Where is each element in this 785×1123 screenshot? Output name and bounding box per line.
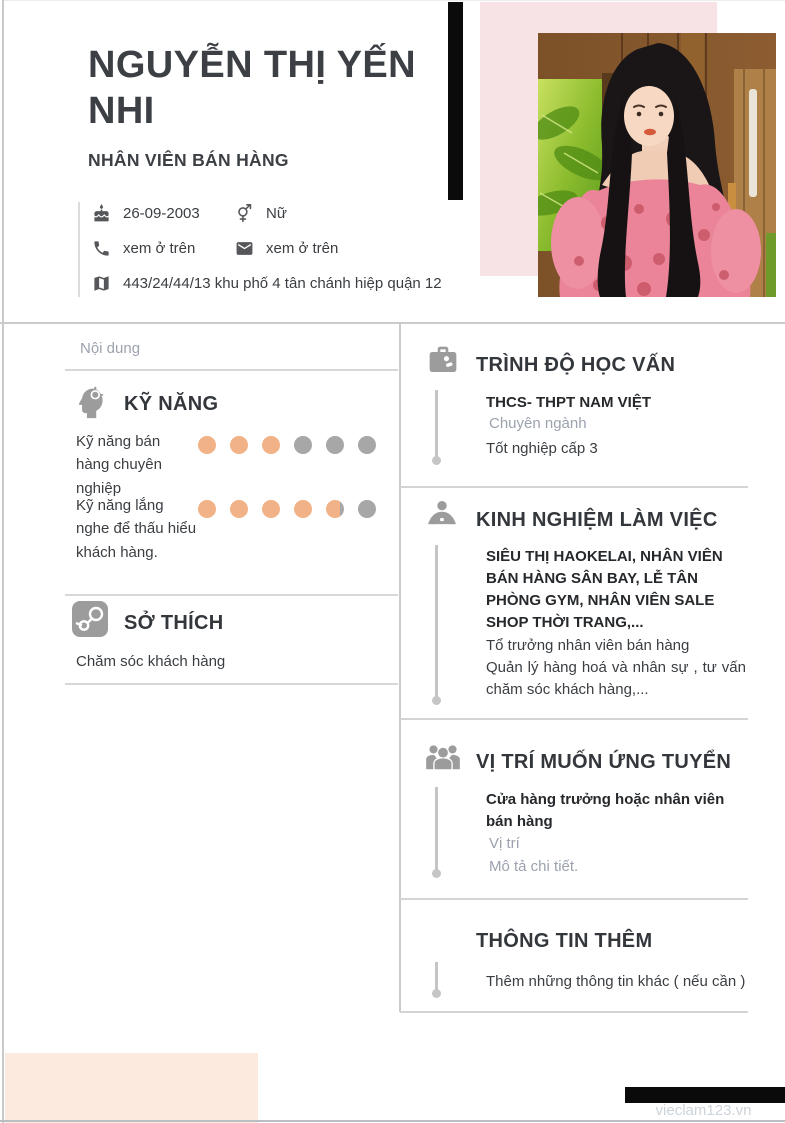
birthday-cake-icon <box>92 204 111 223</box>
experience-role[interactable]: Tổ trưởng nhân viên bán hàng <box>486 637 690 654</box>
page-edge-top <box>4 0 785 1</box>
head-idea-icon <box>72 382 110 420</box>
candidate-job-title[interactable]: NHÂN VIÊN BÁN HÀNG <box>88 150 289 170</box>
hobby-content[interactable]: Chăm sóc khách hàng <box>76 653 226 670</box>
rating-dot[interactable] <box>358 436 376 454</box>
candidate-name[interactable]: NGUYỄN THỊ YẾN NHI <box>88 44 416 133</box>
position-description-placeholder[interactable]: Mô tả chi tiết. <box>489 858 579 875</box>
profile-photo[interactable] <box>538 33 776 297</box>
bottom-peach-block <box>5 1053 258 1123</box>
header-accent-bar <box>448 2 463 200</box>
additional-content[interactable]: Thêm những thông tin khác ( nếu cần ) <box>486 973 746 990</box>
timeline-line <box>435 390 438 458</box>
skill-label[interactable]: Kỹ năng bán hàng chuyên nghiệp <box>76 433 162 497</box>
rating-dot[interactable] <box>262 436 280 454</box>
mail-icon <box>235 239 254 258</box>
page-edge-left <box>2 0 4 1123</box>
column-divider-vertical <box>399 324 401 1012</box>
divider <box>400 1011 748 1013</box>
person-desk-icon <box>424 498 460 531</box>
birthday-value: 26-09-2003 <box>123 205 200 222</box>
divider <box>400 486 748 488</box>
divider <box>400 898 748 900</box>
timeline-line <box>435 545 438 698</box>
rating-dot[interactable] <box>326 500 344 518</box>
education-result[interactable]: Tốt nghiệp cấp 3 <box>486 440 598 457</box>
position-desired[interactable]: Cửa hàng trưởng hoặc nhân viên bán hàng <box>486 791 725 831</box>
gender-value: Nữ <box>266 205 287 222</box>
page-edge-bottom <box>0 1120 785 1122</box>
contact-block <box>78 202 450 297</box>
rating-dot[interactable] <box>326 436 344 454</box>
phone-value: xem ở trên <box>123 240 196 257</box>
email-value: xem ở trên <box>266 240 339 257</box>
rating-dot[interactable] <box>230 500 248 518</box>
experience-description[interactable]: Quản lý hàng hoá và nhân sự , tư vấn chăm sóc khách hàng,... <box>486 659 746 699</box>
skill-rating-dots[interactable] <box>198 436 376 454</box>
rating-dot[interactable] <box>230 436 248 454</box>
divider <box>65 594 398 596</box>
rating-dot[interactable] <box>198 500 216 518</box>
skills-section-title: KỸ NĂNG <box>124 393 219 415</box>
experience-company[interactable]: SIÊU THỊ HAOKELAI, NHÂN VIÊN BÁN HÀNG SÂN BAY, LỄ TÂN PHÒNG GYM, NHÂN VIÊN SALE SHOP THỜI TRANG,... <box>486 548 723 632</box>
contact-address[interactable] <box>92 274 442 293</box>
divider <box>400 718 748 720</box>
main-divider-horizontal <box>0 322 785 324</box>
watermark: vieclam123.vn <box>655 1102 752 1119</box>
skill-label[interactable]: Kỹ năng lắng nghe để thấu hiểu khách hàng. <box>76 497 197 561</box>
content-placeholder-field[interactable]: Nội dung <box>80 340 141 357</box>
rating-dot[interactable] <box>358 500 376 518</box>
contact-birthday[interactable] <box>92 204 235 223</box>
experience-section-title: KINH NGHIỆM LÀM VIỆC <box>476 509 718 531</box>
divider <box>65 369 398 371</box>
contact-phone[interactable] <box>92 239 235 258</box>
timeline-dot <box>432 456 441 465</box>
education-section-title: TRÌNH ĐỘ HỌC VẤN <box>476 354 676 376</box>
address-value: 443/24/44/13 khu phố 4 tân chánh hiệp quận 12 <box>123 275 442 292</box>
timeline-dot <box>432 989 441 998</box>
contact-email[interactable] <box>235 239 338 258</box>
skill-rating-dots[interactable] <box>198 500 376 518</box>
people-group-icon <box>424 742 462 772</box>
map-pin-icon <box>92 274 111 293</box>
phone-icon <box>92 239 111 258</box>
rating-dot[interactable] <box>262 500 280 518</box>
hobbies-section-title: SỞ THÍCH <box>124 612 224 634</box>
contact-gender[interactable] <box>235 204 287 223</box>
education-school[interactable]: THCS- THPT NAM VIỆT <box>486 394 651 411</box>
rating-dot[interactable] <box>294 436 312 454</box>
rating-dot[interactable] <box>198 436 216 454</box>
education-major-placeholder[interactable]: Chuyên ngành <box>489 415 587 432</box>
rating-dot[interactable] <box>294 500 312 518</box>
timeline-dot <box>432 869 441 878</box>
gender-icon <box>235 204 254 223</box>
timeline-line <box>435 962 438 991</box>
timeline-dot <box>432 696 441 705</box>
timeline-line <box>435 787 438 871</box>
position-section-title: VỊ TRÍ MUỐN ỨNG TUYỂN <box>476 751 732 773</box>
additional-section-title: THÔNG TIN THÊM <box>476 930 653 952</box>
briefcase-icon <box>426 344 460 376</box>
footer-black-bar <box>625 1087 785 1103</box>
divider <box>65 683 398 685</box>
position-placeholder[interactable]: Vị trí <box>489 835 520 852</box>
steam-hobby-icon <box>72 601 108 637</box>
